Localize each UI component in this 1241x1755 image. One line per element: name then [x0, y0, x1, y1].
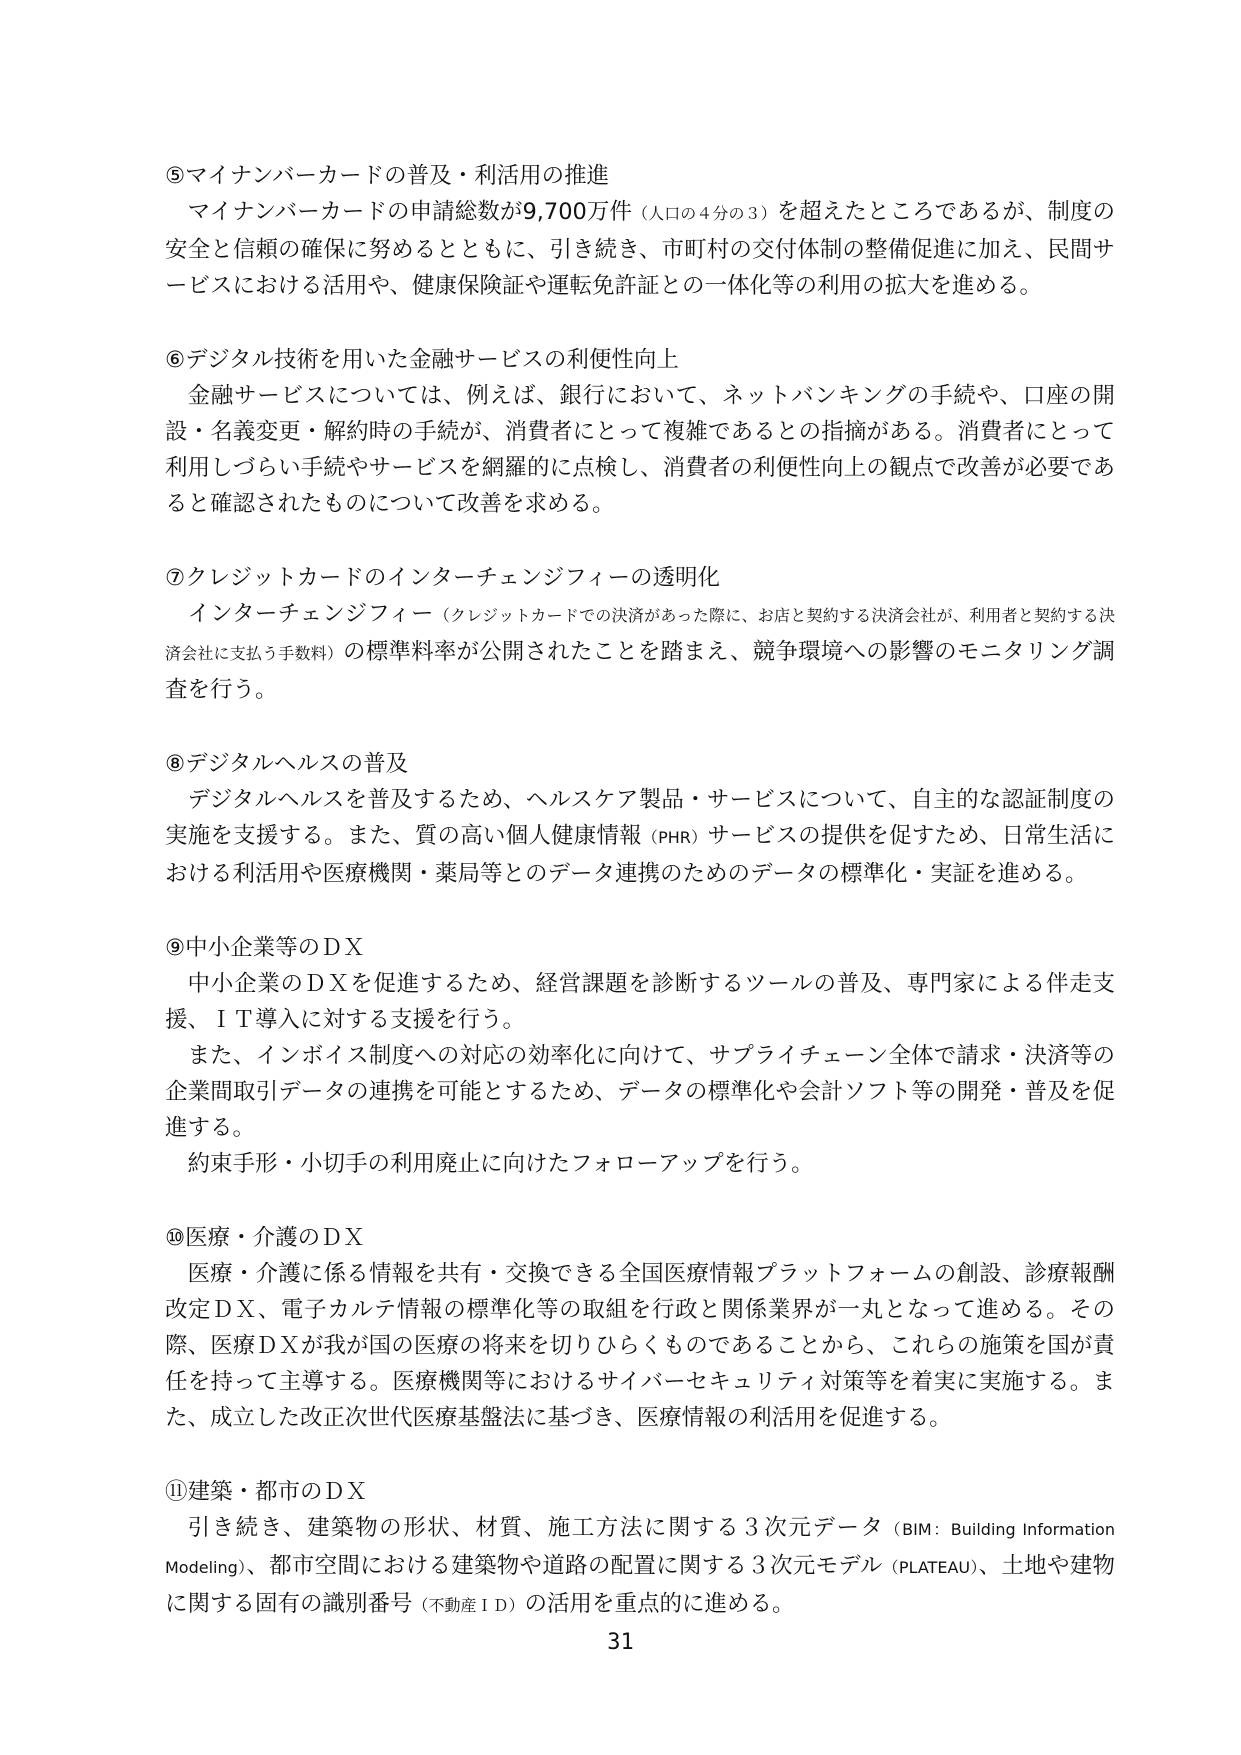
paragraph	[165, 1510, 1115, 1624]
section-heading: ⑪建築・都市のＤＸ	[165, 1479, 368, 1505]
text-run: 、土地や建物に関する固有の識別番号	[165, 1553, 1115, 1617]
paragraph	[165, 378, 1115, 522]
section-heading: ⑦クレジットカードのインターチェンジフィーの透明化	[165, 565, 720, 591]
section	[165, 342, 1115, 522]
text-run: デジタルヘルスを普及するため、ヘルスケア製品・サービスについて、自主的な認証制度の実施を支援する。また、質の高い個人健康情報	[165, 787, 1115, 849]
paragraph	[165, 1146, 1115, 1182]
text-run: 中小企業のＤＸを促進するため、経営課題を診断するツールの普及、専門家による伴走支援、ＩＴ導入に対する支援を行う。	[165, 971, 1115, 1033]
section	[165, 1220, 1115, 1436]
document-body	[165, 158, 1115, 1662]
section-heading: ⑥デジタル技術を用いた金融サービスの利便性向上	[165, 347, 679, 373]
section	[165, 1474, 1115, 1624]
section	[165, 158, 1115, 304]
text-run: また、インボイス制度への対応の効率化に向けて、サプライチェーン全体で請求・決済等の企業間取引データの連携を可能とするため、データの標準化や会計ソフト等の開発・普及を促進する。	[165, 1043, 1115, 1141]
section	[165, 746, 1115, 892]
paragraph	[165, 596, 1115, 708]
text-run: の活用を重点的に進める。	[524, 1591, 795, 1617]
text-run: サービスの提供を促すため、日常生活における利活用や医療機関・薬局等とのデータ連携のためのデータの標準化・実証を進める。	[165, 823, 1115, 887]
text-run: 金融サービスについては、例えば、銀行において、ネットバンキングの手続や、口座の開設・名義変更・解約時の手続が、消費者にとって複雑であるとの指摘がある。消費者にとって利用しづらい手続やサービスを網羅的に点検し、消費者の利便性向上の観点で改善が必要であると確認されたものについて改善を求める。	[165, 383, 1115, 517]
section	[165, 930, 1115, 1182]
parenthetical-note: （BIM：Building Information Modeling）	[165, 1520, 1115, 1577]
text-run: インターチェンジフィー	[187, 601, 434, 627]
paragraph	[165, 966, 1115, 1038]
parenthetical-note: （PLATEAU）	[882, 1558, 979, 1577]
text-run: の標準料率が公開されたことを踏まえ、競争環境への影響のモニタリング調査を行う。	[165, 639, 1115, 703]
text-run: 約束手形・小切手の利用廃止に向けたフォローアップを行う。	[187, 1151, 814, 1177]
section-heading: ⑤マイナンバーカードの普及・利活用の推進	[165, 163, 610, 189]
paragraph	[165, 194, 1115, 304]
parenthetical-note: （不動産ＩＤ）	[412, 1596, 525, 1615]
paragraph	[165, 782, 1115, 892]
paragraph	[165, 1256, 1115, 1436]
parenthetical-note: （クレジットカードでの決済があった際に、お店と契約する決済会社が、利用者と契約する決済会社に支払う手数料）	[165, 606, 1115, 663]
text-run: 医療・介護に係る情報を共有・交換できる全国医療情報プラットフォームの創設、診療報酬改定ＤＸ、電子カルテ情報の標準化等の取組を行政と関係業界が一丸となって進める。その際、医療ＤＸが我が国の医療の将来を切りひらくものであることから、これらの施策を国が責任を持って主導する。医療機関等におけるサイバーセキュリティ対策等を着実に実施する。また、成立した改正次世代医療基盤法に基づき、医療情報の利活用を促進する。	[165, 1261, 1115, 1431]
page-number: 31	[607, 1630, 634, 1655]
paragraph	[165, 1038, 1115, 1146]
section	[165, 560, 1115, 708]
parenthetical-note: （PHR）	[641, 828, 708, 847]
text-run: 、都市空間における建築物や道路の配置に関する３次元モデル	[246, 1553, 883, 1579]
section-heading: ⑩医療・介護のＤＸ	[165, 1225, 366, 1251]
parenthetical-note: （人口の４分の３）	[632, 204, 777, 223]
section-heading: ⑨中小企業等のＤＸ	[165, 935, 366, 961]
section-heading: ⑧デジタルヘルスの普及	[165, 751, 409, 777]
text-run: 引き続き、建築物の形状、材質、施工方法に関する３次元データ	[187, 1515, 885, 1541]
text-run: マイナンバーカードの申請総数が9,700万件	[187, 199, 633, 225]
text-run: を超えたところであるが、制度の安全と信頼の確保に努めるとともに、引き続き、市町村の交付体制の整備促進に加え、民間サービスにおける活用や、健康保険証や運転免許証との一体化等の利用の拡大を進める。	[165, 199, 1115, 299]
